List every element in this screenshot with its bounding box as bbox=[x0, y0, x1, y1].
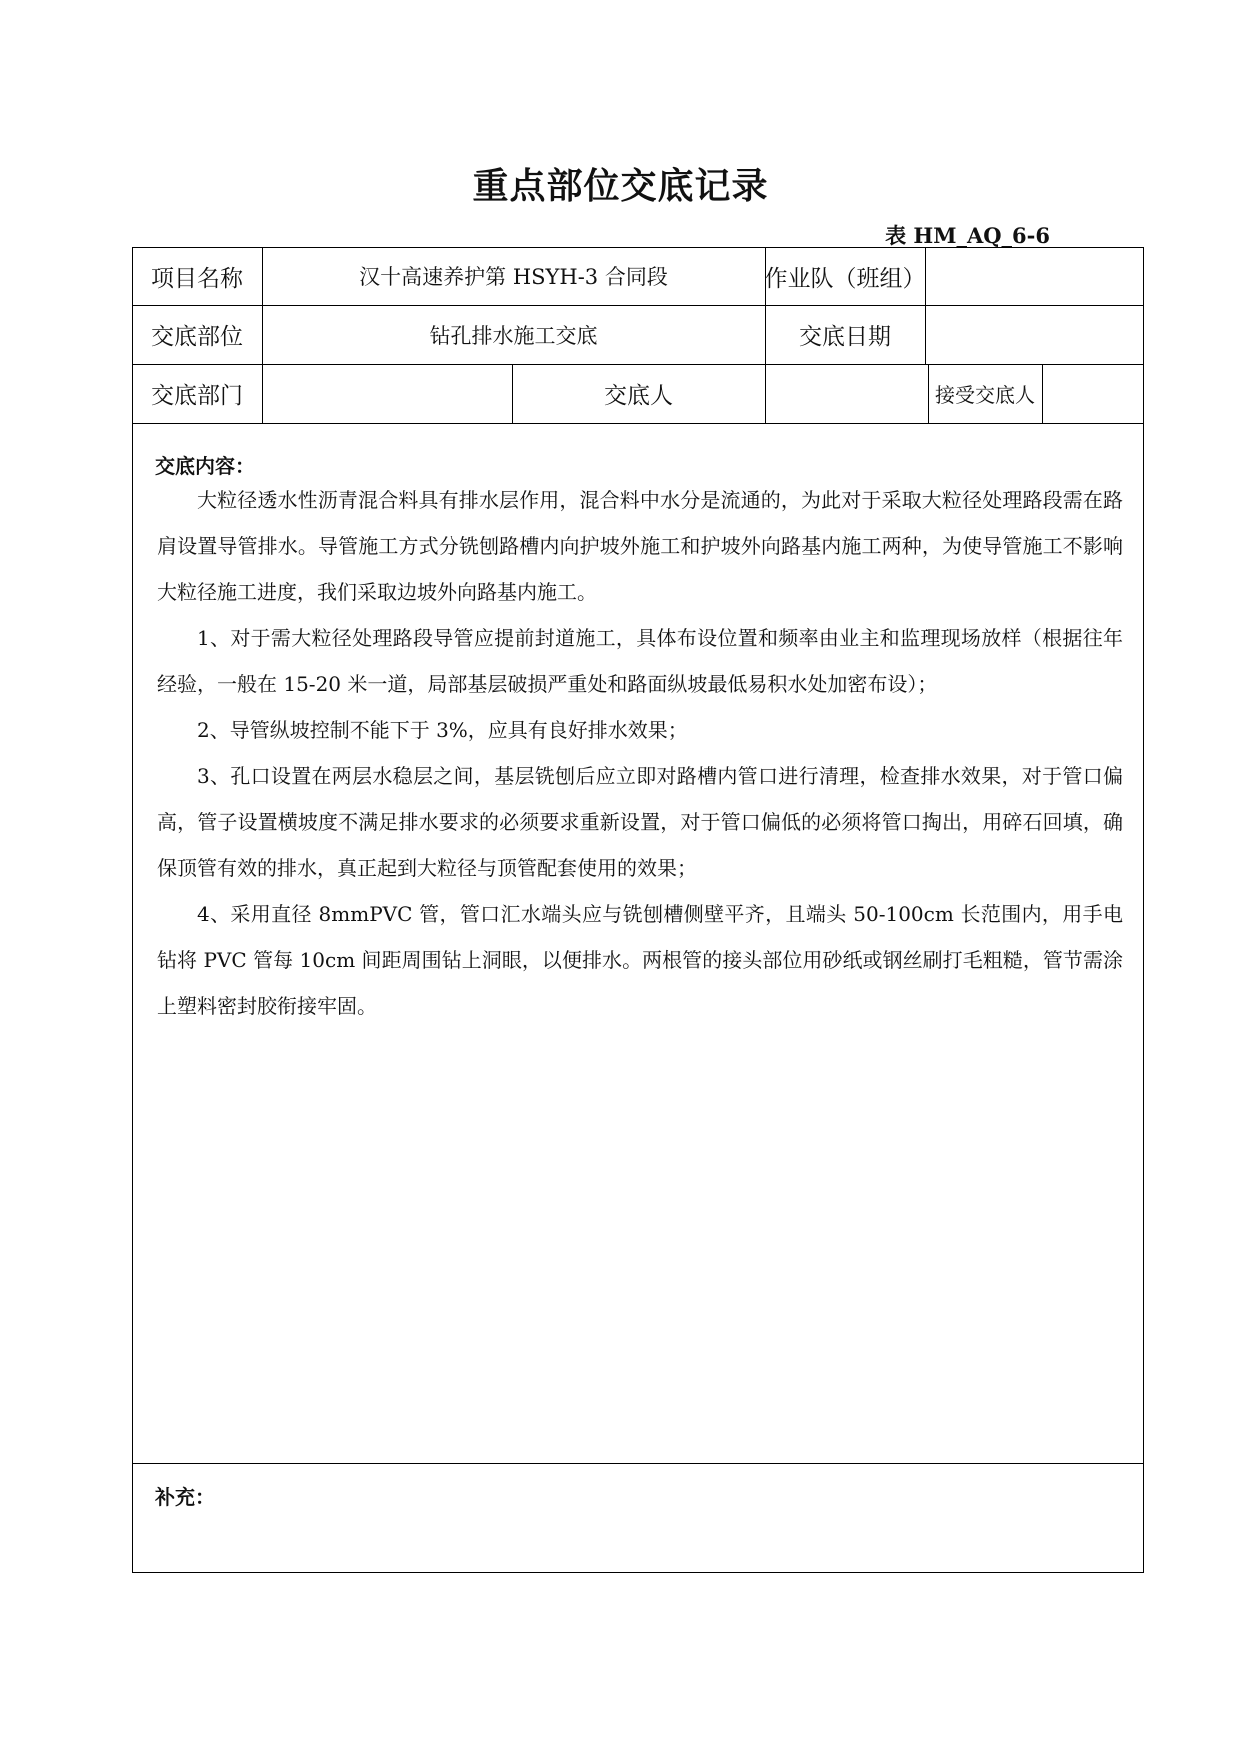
date-label: 交底日期 bbox=[799, 324, 891, 350]
content-paragraph: 大粒径透水性沥青混合料具有排水层作用，混合料中水分是流通的，为此对于采取大粒径处理路段需在路肩设置导管排水。导管施工方式分铣刨路槽内向护坡外施工和护坡外向路基内施工两种，为使导管施工不影响大粒径施工进度，我们采取边坡外向路基内施工。 bbox=[157, 488, 1123, 604]
team-label: 作业队（班组） bbox=[764, 265, 926, 292]
person-label: 交底人 bbox=[604, 383, 673, 409]
content-paragraph: 4、采用直径 8mmPVC 管，管口汇水端头应与铣刨槽侧壁平齐，且端头 50-100cm 长范围内，用手电钻将 PVC 管每 10cm 间距周围钻上洞眼，以便排水。两根管的接头部位用砂纸或钢丝刷打毛粗糙，管节需涂上塑料密封胶衔接牢固。 bbox=[157, 902, 1123, 1018]
content-paragraph: 1、对于需大粒径处理路段导管应提前封道施工，具体布设位置和频率由业主和监理现场放样（根据往年经验，一般在 15-20 米一道，局部基层破损严重处和路面纵坡最低易积水处加密布设）； bbox=[157, 626, 1123, 696]
receiver-value bbox=[1042, 364, 1144, 423]
form-code: 表 HM_AQ_6-6 bbox=[885, 223, 1050, 248]
project-name-value: 汉十高速养护第 HSYH-3 合同段 bbox=[359, 265, 668, 289]
person-value bbox=[765, 364, 928, 423]
dept-value bbox=[262, 364, 512, 423]
content-paragraph: 2、导管纵坡控制不能下于 3%，应具有良好排水效果； bbox=[197, 718, 688, 742]
content-label: 交底内容： bbox=[155, 454, 255, 478]
content-body bbox=[157, 477, 1123, 1029]
team-value bbox=[925, 247, 1144, 305]
project-name-label: 项目名称 bbox=[151, 265, 243, 292]
part-label: 交底部位 bbox=[151, 324, 243, 350]
supplement-label: 补充： bbox=[155, 1485, 215, 1509]
date-value bbox=[925, 305, 1144, 364]
content-paragraph: 3、孔口设置在两层水稳层之间，基层铣刨后应立即对路槽内管口进行清理，检查排水效果，对于管口偏高，管子设置横坡度不满足排水要求的必须要求重新设置，对于管口偏低的必须将管口掏出，用碎石回填，确保顶管有效的排水，真正起到大粒径与顶管配套使用的效果； bbox=[157, 764, 1123, 880]
page-title: 重点部位交底记录 bbox=[472, 165, 769, 207]
row-divider bbox=[132, 1463, 1144, 1464]
part-value: 钻孔排水施工交底 bbox=[429, 323, 598, 348]
row-divider bbox=[132, 423, 1144, 424]
dept-label: 交底部门 bbox=[151, 383, 243, 409]
receiver-label: 接受交底人 bbox=[935, 383, 1035, 407]
